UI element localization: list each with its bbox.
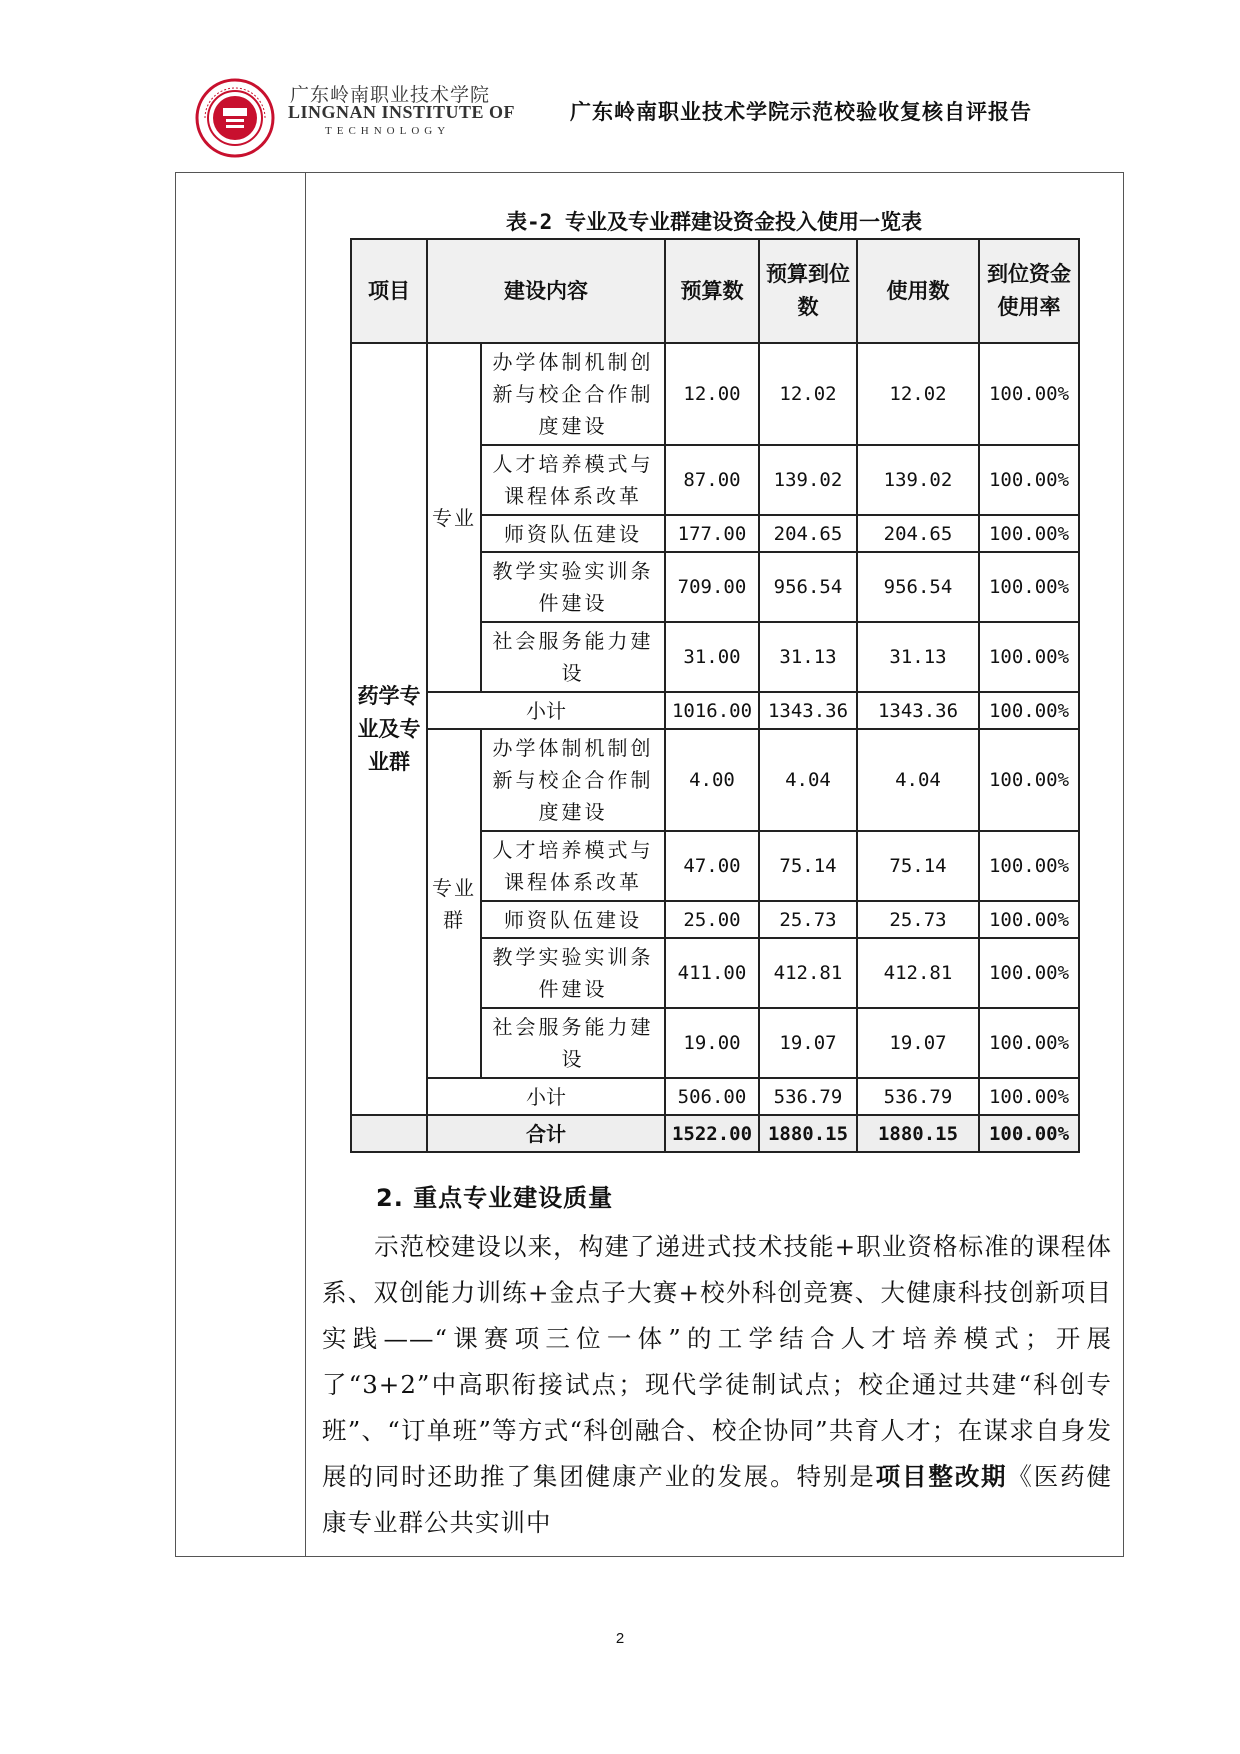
item-cell: 师资队伍建设 xyxy=(481,901,665,938)
used-cell: 956.54 xyxy=(857,552,979,622)
rate-cell: 100.00% xyxy=(979,729,1079,831)
paragraph-bold-text: 项目整改期 xyxy=(875,1462,1008,1491)
used-cell: 25.73 xyxy=(857,901,979,938)
group-name-cell: 专业 xyxy=(427,343,481,692)
frame-divider xyxy=(305,172,306,1557)
arrived-cell: 25.73 xyxy=(759,901,857,938)
item-cell: 办学体制机制创新与校企合作制度建设 xyxy=(481,343,665,445)
logo-english-name: LINGNAN INSTITUTE OF xyxy=(288,102,516,122)
header-used: 使用数 xyxy=(857,239,979,343)
logo-english-name-line2: TECHNOLOGY xyxy=(325,125,451,137)
page-number: 2 xyxy=(615,1630,625,1647)
arrived-cell: 75.14 xyxy=(759,831,857,901)
budget-cell: 1016.00 xyxy=(665,692,759,729)
used-cell: 204.65 xyxy=(857,515,979,552)
budget-cell: 19.00 xyxy=(665,1008,759,1078)
budget-cell: 25.00 xyxy=(665,901,759,938)
rate-cell: 100.00% xyxy=(979,901,1079,938)
used-cell: 12.02 xyxy=(857,343,979,445)
header-content: 建设内容 xyxy=(427,239,665,343)
item-cell: 教学实验实训条件建设 xyxy=(481,938,665,1008)
arrived-cell: 204.65 xyxy=(759,515,857,552)
used-cell: 1343.36 xyxy=(857,692,979,729)
item-cell: 社会服务能力建设 xyxy=(481,1008,665,1078)
item-cell: 人才培养模式与课程体系改革 xyxy=(481,831,665,901)
arrived-cell: 1343.36 xyxy=(759,692,857,729)
rate-cell: 100.00% xyxy=(979,938,1079,1008)
header-project: 项目 xyxy=(351,239,427,343)
budget-cell: 47.00 xyxy=(665,831,759,901)
budget-cell: 87.00 xyxy=(665,445,759,515)
item-cell: 教学实验实训条件建设 xyxy=(481,552,665,622)
section-heading: 2. 重点专业建设质量 xyxy=(376,1184,614,1212)
header-rate: 到位资金使用率 xyxy=(979,239,1079,343)
arrived-cell: 956.54 xyxy=(759,552,857,622)
item-cell: 社会服务能力建设 xyxy=(481,622,665,692)
table-row xyxy=(351,729,1079,831)
item-cell: 师资队伍建设 xyxy=(481,515,665,552)
arrived-cell: 1880.15 xyxy=(759,1115,857,1152)
budget-cell: 506.00 xyxy=(665,1078,759,1115)
subtotal-row xyxy=(351,692,1079,729)
header-budget: 预算数 xyxy=(665,239,759,343)
used-cell: 536.79 xyxy=(857,1078,979,1115)
paragraph-text: 示范校建设以来，构建了递进式技术技能+职业资格标准的课程体系、双创能力训练+金点子大赛+校外科创竞赛、大健康科技创新项目实践——“课赛项三位一体”的工学结合人才培养模式；开展了“3+2”中高职衔接试点；现代学徒制试点；校企通过共建“科创专班”、“订单班”等方式“科创融合、校企协同”共育人才；在谋求自身发展的同时还助推了集团健康产业的发展。特别是 xyxy=(322,1232,1112,1491)
table-header-row xyxy=(351,239,1079,343)
used-cell: 19.07 xyxy=(857,1008,979,1078)
budget-cell: 709.00 xyxy=(665,552,759,622)
total-blank-cell xyxy=(351,1115,427,1152)
budget-cell: 12.00 xyxy=(665,343,759,445)
item-cell: 办学体制机制创新与校企合作制度建设 xyxy=(481,729,665,831)
total-row xyxy=(351,1115,1079,1152)
table-caption: 表-2 专业及专业群建设资金投入使用一览表 xyxy=(506,210,922,234)
logo-chinese-name: 广东岭南职业技术学院 xyxy=(290,84,491,106)
rate-cell: 100.00% xyxy=(979,515,1079,552)
arrived-cell: 12.02 xyxy=(759,343,857,445)
school-seal-logo xyxy=(195,78,275,158)
subtotal-label: 小计 xyxy=(427,692,665,729)
used-cell: 1880.15 xyxy=(857,1115,979,1152)
used-cell: 412.81 xyxy=(857,938,979,1008)
arrived-cell: 4.04 xyxy=(759,729,857,831)
rate-cell: 100.00% xyxy=(979,831,1079,901)
project-name-cell: 药学专业及专业群 xyxy=(351,343,427,1115)
used-cell: 4.04 xyxy=(857,729,979,831)
rate-cell: 100.00% xyxy=(979,692,1079,729)
budget-cell: 411.00 xyxy=(665,938,759,1008)
table-row xyxy=(351,343,1079,445)
rate-cell: 100.00% xyxy=(979,1115,1079,1152)
budget-cell: 31.00 xyxy=(665,622,759,692)
total-label: 合计 xyxy=(427,1115,665,1152)
rate-cell: 100.00% xyxy=(979,1008,1079,1078)
used-cell: 75.14 xyxy=(857,831,979,901)
subtotal-row xyxy=(351,1078,1079,1115)
budget-cell: 177.00 xyxy=(665,515,759,552)
funding-table xyxy=(350,238,1080,1153)
budget-cell: 1522.00 xyxy=(665,1115,759,1152)
arrived-cell: 31.13 xyxy=(759,622,857,692)
item-cell: 人才培养模式与课程体系改革 xyxy=(481,445,665,515)
arrived-cell: 412.81 xyxy=(759,938,857,1008)
arrived-cell: 139.02 xyxy=(759,445,857,515)
used-cell: 139.02 xyxy=(857,445,979,515)
rate-cell: 100.00% xyxy=(979,552,1079,622)
used-cell: 31.13 xyxy=(857,622,979,692)
rate-cell: 100.00% xyxy=(979,622,1079,692)
page-header xyxy=(0,0,1240,170)
report-title: 广东岭南职业技术学院示范校验收复核自评报告 xyxy=(570,100,1032,124)
rate-cell: 100.00% xyxy=(979,445,1079,515)
header-budget-arrived: 预算到位数 xyxy=(759,239,857,343)
rate-cell: 100.00% xyxy=(979,1078,1079,1115)
subtotal-label: 小计 xyxy=(427,1078,665,1115)
rate-cell: 100.00% xyxy=(979,343,1079,445)
group-name-cell: 专业群 xyxy=(427,729,481,1078)
body-paragraph xyxy=(322,1224,1112,1546)
budget-cell: 4.00 xyxy=(665,729,759,831)
paragraph-text-tail: 《医药健康专业群公共实训中 xyxy=(322,1462,1113,1537)
arrived-cell: 536.79 xyxy=(759,1078,857,1115)
arrived-cell: 19.07 xyxy=(759,1008,857,1078)
